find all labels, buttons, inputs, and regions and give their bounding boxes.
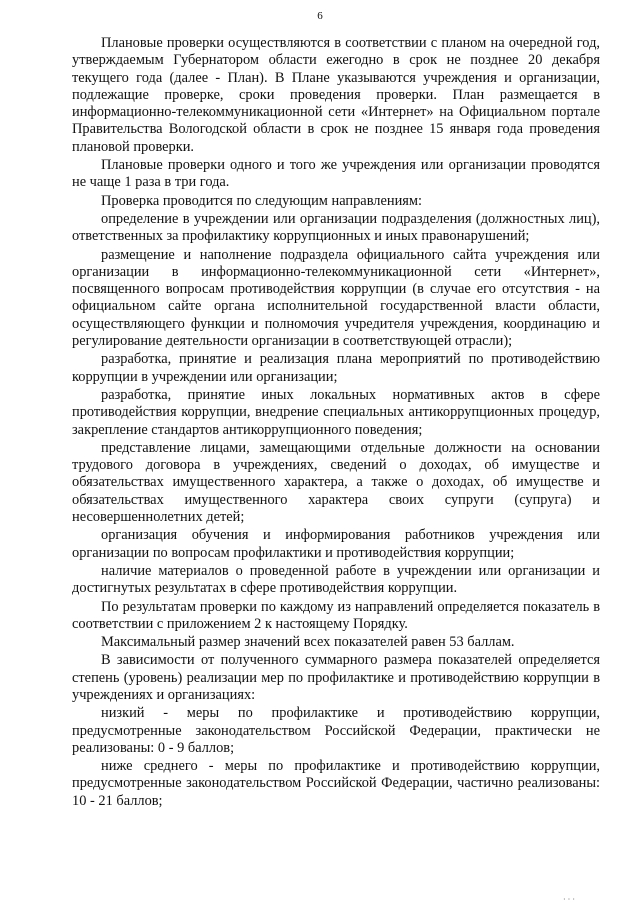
list-item-direction: определение в учреждении или организации подразделения (должностных лиц), ответственных за профилактику коррупционных и иных правонарушений; bbox=[72, 210, 600, 245]
list-item-level-low: низкий - меры по профилактике и противодействию коррупции, предусмотренные законодательством Российской Федерации, практически не реализованы: 0 - 9 баллов; bbox=[72, 705, 600, 756]
list-item-direction: организация обучения и информирования работников учреждения или организации по вопросам профилактики и противодействия коррупции; bbox=[72, 527, 600, 561]
page-number: 6 bbox=[317, 10, 323, 22]
paragraph-inspection-directions: Проверка проводится по следующим направлениям: bbox=[101, 192, 422, 209]
paragraph-inspection-frequency: Плановые проверки одного и того же учреждения или организации проводятся не чаще 1 раза в три года. bbox=[72, 157, 600, 191]
list-item-direction: размещение и наполнение подраздела официального сайта учреждения или организации в информационно-телекоммуникационной сети «Интернет», посвященного вопросам противодействия коррупции (в случае его отсутствия - на официальном сайте органа исполнительной государственной власти области, осуществляющего функции и полномочия учредителя учреждения, координацию и регулирование деятельности организации в соответствующей отрасли); bbox=[72, 246, 600, 350]
list-item-direction: наличие материалов о проведенной работе в учреждении или организации и достигнутых результатах в сфере противодействия коррупции. bbox=[72, 562, 600, 597]
paragraph-maximum-score: Максимальный размер значений всех показателей равен 53 баллам. bbox=[101, 634, 515, 651]
paragraph-level-determination: В зависимости от полученного суммарного размера показателей определяется степень (уровень) реализации мер по профилактике и противодействию коррупции в учреждениях и организациях: bbox=[72, 652, 600, 703]
document-body bbox=[72, 35, 600, 810]
paragraph-indicator-definition: По результатам проверки по каждому из направлений определяется показатель в соответствии с приложением 2 к настоящему Порядку. bbox=[72, 598, 600, 632]
scan-corner-mark: · · · bbox=[563, 895, 575, 904]
list-item-direction: разработка, принятие и реализация плана мероприятий по противодействию коррупции в учреждении или организации; bbox=[72, 351, 600, 385]
list-item-direction: представление лицами, замещающими отдельные должности на основании трудового договора в учреждениях, сведений о доходах, об имуществе и обязательствах имущественного характера, а также о доходах, об имуществе и обязательствах имущественного характера своих супруги (супруга) и несовершеннолетних детей; bbox=[72, 439, 600, 526]
list-item-direction: разработка, принятие иных локальных нормативных актов в сфере противодействия коррупции, внедрение специальных антикоррупционных процедур, закрепление стандартов антикоррупционного поведения; bbox=[72, 386, 600, 438]
paragraph-planned-inspections: Плановые проверки осуществляются в соответствии с планом на очередной год, утверждаемым Губернатором области ежегодно в срок не позднее 20 декабря текущего года (далее - План). В Плане указываются учреждения и организации, подлежащие проверке, сроки проведения проверки. План размещается в информационно-телекоммуникационной сети «Интернет» на Официальном портале Правительства Вологодской области в срок не позднее 15 января года проведения плановой проверки. bbox=[72, 35, 600, 155]
list-item-level-below-average: ниже среднего - меры по профилактике и противодействию коррупции, предусмотренные законодательством Российской Федерации, частично реализованы: 10 - 21 баллов; bbox=[72, 758, 600, 809]
